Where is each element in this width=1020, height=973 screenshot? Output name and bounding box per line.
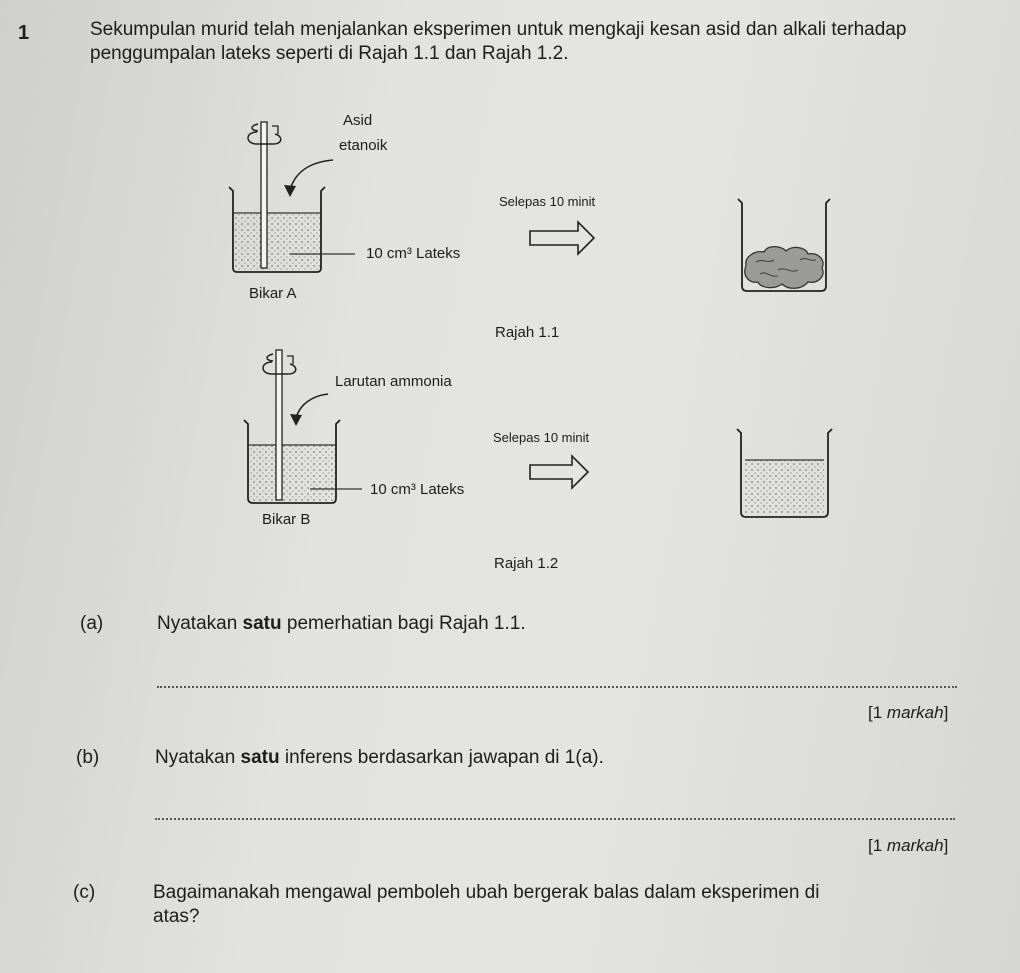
question-intro: Sekumpulan murid telah menjalankan eksperimen untuk mengkaji kesan asid dan alkali terhadap penggumpalan lateks seperti di Rajah 1.1 dan Rajah 1.2. xyxy=(90,19,907,64)
volume-label-b: 10 cm³ Lateks xyxy=(370,481,465,498)
process-arrow-2 xyxy=(530,456,588,488)
figure-caption-1-2: Rajah 1.2 xyxy=(494,555,559,572)
reagent-label-acid: Asid xyxy=(343,112,373,129)
process-arrow-1 xyxy=(530,222,594,254)
after-time-label-1: Selepas 10 minit xyxy=(499,194,596,209)
reagent-label-ammonia: Larutan ammonia xyxy=(335,373,452,390)
part-b-answer-line[interactable] xyxy=(155,818,955,820)
after-time-label-2: Selepas 10 minit xyxy=(493,430,590,445)
beaker-label-a: Bikar A xyxy=(249,285,297,302)
result-beaker-a xyxy=(738,199,830,291)
part-c-question-line1: Bagaimanakah mengawal pemboleh ubah bergerak balas dalam eksperimen di xyxy=(153,882,820,903)
part-b-marks: [1 markah] xyxy=(868,836,949,855)
reagent-label-ethanoic: etanoik xyxy=(339,137,388,154)
beaker-b xyxy=(244,420,340,503)
coagulated-latex xyxy=(745,247,823,289)
part-c-question-line2: atas? xyxy=(153,906,200,927)
pour-arrow-b xyxy=(290,394,328,426)
part-b-question: Nyatakan satu inferens berdasarkan jawapan di 1(a). xyxy=(155,747,604,768)
volume-label-a: 10 cm³ Lateks xyxy=(366,245,461,262)
question-number: 1 xyxy=(18,22,30,44)
part-c-label: (c) xyxy=(73,882,96,903)
part-a-question: Nyatakan satu pemerhatian bagi Rajah 1.1. xyxy=(157,613,526,634)
part-a-marks: [1 markah] xyxy=(868,703,949,722)
part-b-label: (b) xyxy=(76,747,100,768)
part-a-answer-line[interactable] xyxy=(157,686,957,688)
part-a-label: (a) xyxy=(80,613,104,634)
beaker-a xyxy=(229,187,325,272)
result-beaker-b xyxy=(737,429,832,517)
figure-caption-1-1: Rajah 1.1 xyxy=(495,324,560,341)
pour-arrow-a xyxy=(284,160,333,197)
beaker-label-b: Bikar B xyxy=(262,511,311,528)
